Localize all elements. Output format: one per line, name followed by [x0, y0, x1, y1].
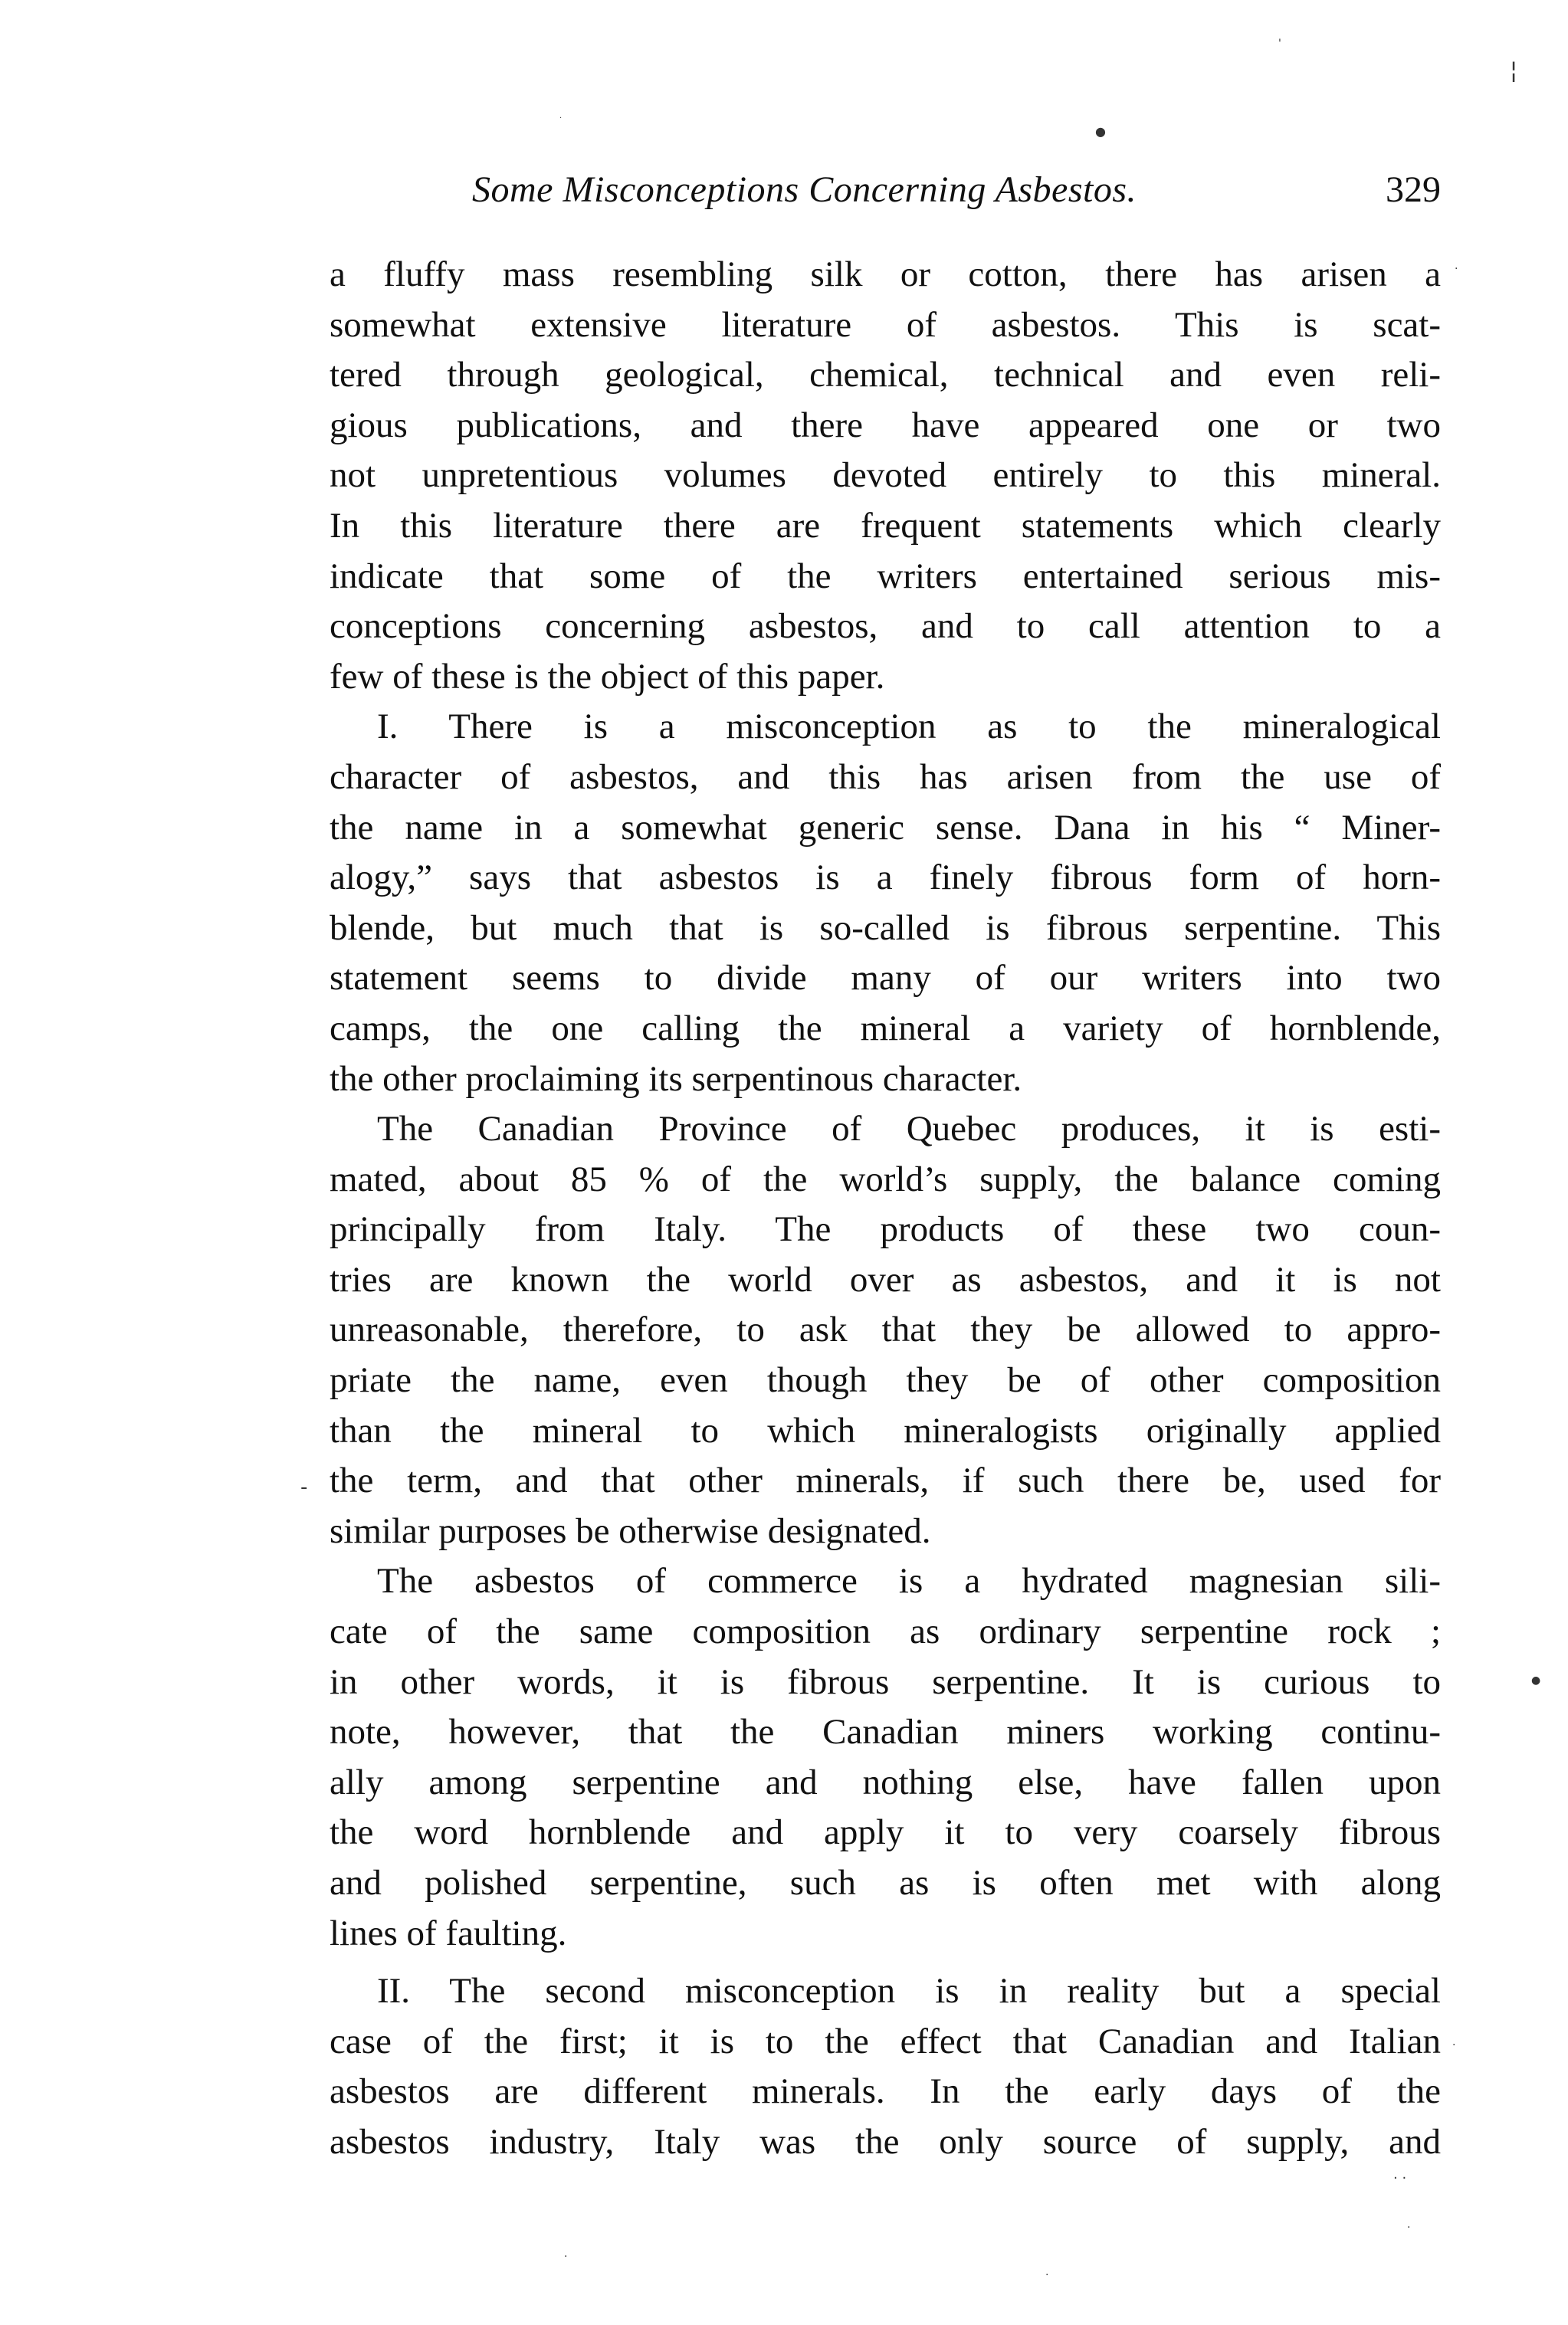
paragraph-1: [330, 250, 1441, 702]
text-line: case of the first; it is to the effect that Canadian and Italian: [330, 2021, 1441, 2061]
text-line: asbestos are different minerals. In the early days of the: [330, 2071, 1441, 2112]
paragraph-3: [330, 1104, 1441, 1556]
text-line: tered through geological, chemical, technical and even reli-: [330, 355, 1441, 395]
text-line: and polished serpentine, such as is often met with along: [330, 1863, 1441, 1903]
scan-speck: ·: [1045, 2269, 1049, 2281]
scan-speck: ●: [1095, 124, 1106, 139]
running-head: [330, 167, 1441, 221]
text-line: character of asbestos, and this has arisen from the use of: [330, 756, 1441, 797]
text-line: somewhat extensive literature of asbestos. This is scat-: [330, 304, 1441, 345]
text-line: the other proclaiming its serpentinous character.: [330, 1058, 1022, 1099]
text-line: priate the name, even though they be of other composition: [330, 1360, 1441, 1401]
text-line: In this literature there are frequent statements which clearly: [330, 505, 1441, 546]
scan-speck: ·: [564, 2251, 568, 2263]
text-line: II. The second misconception is in reality but a special: [377, 1971, 1441, 2012]
scan-speck: ·: [559, 114, 563, 123]
text-line: unreasonable, therefore, to ask that they be allowed to appro-: [330, 1310, 1441, 1350]
scan-speck: ●: [1531, 1674, 1541, 1687]
scan-speck: .: [1452, 2036, 1456, 2048]
text-line: blende, but much that is so-called is fibrous serpentine. This: [330, 907, 1441, 948]
text-line: cate of the same composition as ordinary serpentine rock ;: [330, 1612, 1441, 1652]
scan-speck: ¦: [1510, 57, 1518, 84]
text-line: The asbestos of commerce is a hydrated magnesian sili-: [377, 1561, 1441, 1602]
text-line: asbestos industry, Italy was the only source of supply, and: [330, 2121, 1441, 2162]
body-text: [330, 250, 1441, 2168]
text-line: a fluffy mass resembling silk or cotton, there has arisen a: [330, 254, 1441, 294]
text-line: note, however, that the Canadian miners working continu-: [330, 1712, 1441, 1753]
paragraph-5: [330, 1966, 1441, 2167]
text-line: few of these is the object of this paper.: [330, 656, 885, 697]
text-line: The Canadian Province of Quebec produces, it is esti-: [377, 1109, 1441, 1149]
paragraph-spacer: [330, 1959, 1441, 1966]
text-line: not unpretentious volumes devoted entirely to this mineral.: [330, 455, 1441, 496]
scan-speck: · ·: [1393, 2170, 1407, 2186]
text-line: in other words, it is fibrous serpentine. It is curious to: [330, 1661, 1441, 1702]
text-line: I. There is a misconception as to the mineralogical: [377, 707, 1441, 747]
text-line: alogy,” says that asbestos is a finely fibrous form of horn-: [330, 858, 1441, 898]
scan-speck: ': [1278, 38, 1281, 50]
text-line: ally among serpentine and nothing else, have fallen upon: [330, 1762, 1441, 1802]
paragraph-4: [330, 1556, 1441, 1959]
text-line: the word hornblende and apply it to very coarsely fibrous: [330, 1812, 1441, 1853]
running-title: Some Misconceptions Concerning Asbestos.: [472, 169, 1137, 210]
page-number: 329: [1386, 169, 1441, 210]
text-line: principally from Italy. The products of these two coun-: [330, 1209, 1441, 1250]
text-line: lines of faulting.: [330, 1913, 567, 1953]
text-line: conceptions concerning asbestos, and to call attention to a: [330, 606, 1441, 647]
text-line: mated, about 85 % of the world’s supply, the balance coming: [330, 1159, 1441, 1199]
text-line: camps, the one calling the mineral a variety of hornblende,: [330, 1008, 1441, 1048]
text-line: the term, and that other minerals, if such there be, used for: [330, 1461, 1441, 1501]
text-line: the name in a somewhat generic sense. Dana in his “ Miner-: [330, 807, 1441, 848]
text-line: statement seems to divide many of our writers into two: [330, 958, 1441, 999]
scan-speck: ·: [1407, 2222, 1411, 2234]
text-line: gious publications, and there have appeared one or two: [330, 405, 1441, 445]
scan-speck: ‐: [300, 1476, 308, 1499]
text-line: similar purposes be otherwise designated.: [330, 1510, 931, 1551]
paragraph-2: [330, 702, 1441, 1104]
text-line: indicate that some of the writers entertained serious mis-: [330, 556, 1441, 596]
scan-speck: ·: [1455, 263, 1458, 275]
text-line: tries are known the world over as asbestos, and it is not: [330, 1259, 1441, 1300]
text-line: than the mineral to which mineralogists originally applied: [330, 1410, 1441, 1451]
